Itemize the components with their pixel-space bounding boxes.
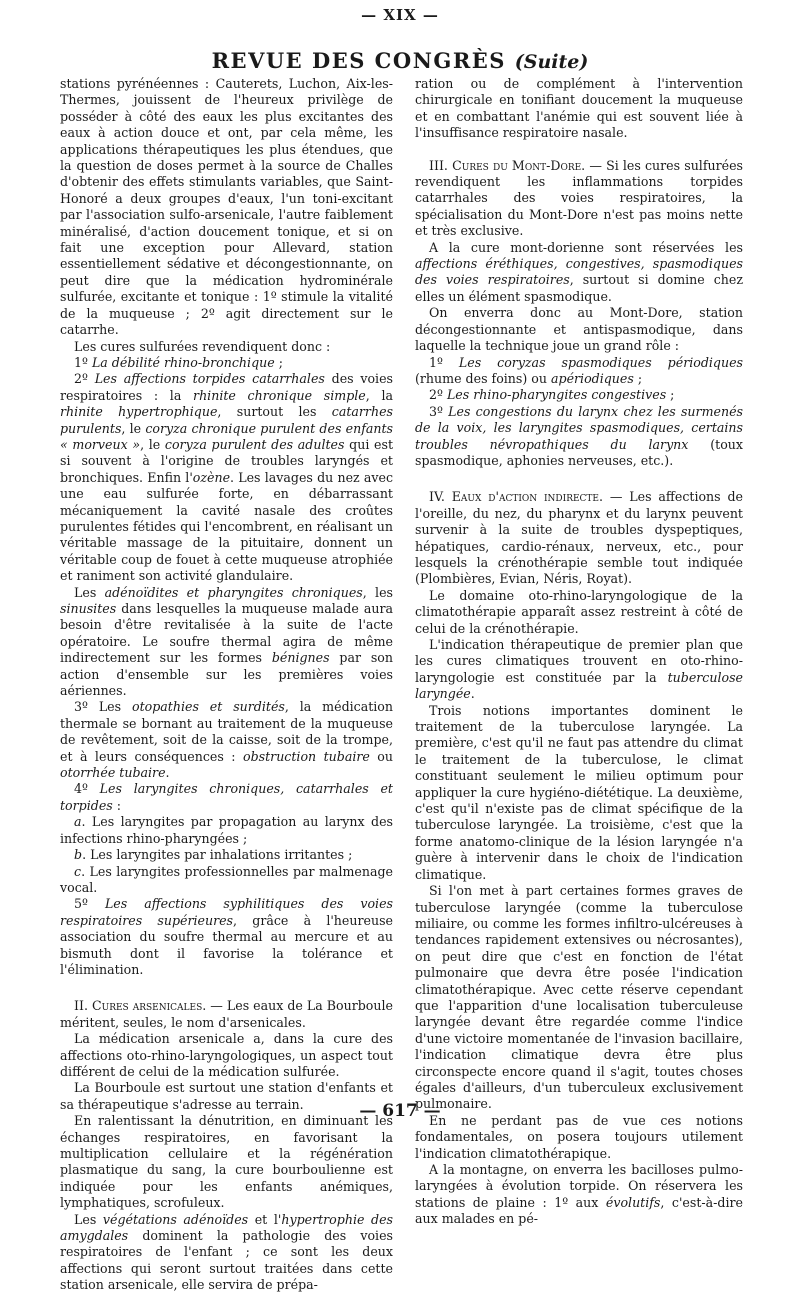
paragraph: Si l'on met à part certaines formes graves de tuberculose laryngée (comme la tuberculose miliaire, ou comme les formes infiltro-ulcéreuses à tendances rapidement extensives ou nécrosantes), on peut dire que c'est en fonction de l'état pulmonaire que devra être posée l'indication climatothérapique. Avec cette réserve cependant que l'apparition d'une localisation tuberculeuse laryngée devant être regardée comme l'indice d'une victoire momentanée de l'invasion bacillaire, l'indication climatique devra être plus circonspecte encore quand il s'agit, toutes choses égales d'ailleurs, d'un tuberculeux exclusivement pulmonaire. [415, 883, 743, 1112]
section-gap [415, 469, 743, 489]
paragraph: III. Cures du Mont-Dore. — Si les cures sulfurées revendiquent les inflammations torpides catarrhales des voies respiratoires, la spécialisation du Mont-Dore n'est pas moins nette et très exclusive. [415, 157, 743, 239]
paragraph: En ralentissant la dénutrition, en diminuant les échanges respiratoires, en favorisant la multiplication cellulaire et la régénération plasmatique du sang, la cure bourboulienne est indiquée pour les enfants anémiques, lymphatiques, scrofuleux. [60, 1113, 393, 1211]
paragraph: 5º Les affections syphilitiques des voies respiratoires supérieures, grâce à l'heureuse association du soufre thermal au mercure et au bismuth dont il favorise la tolérance et l'élimination. [60, 896, 394, 977]
paragraph: Le domaine oto-rhino-laryngologique de la climatothérapie apparaît assez restreint à côté de celui de la crénothérapie. [415, 587, 743, 636]
paragraph: Les végétations adénoïdes et l'hypertrophie des amygdales dominent la pathologie des voies respiratoires de l'enfant ; ce sont les deux affections qui seront surtout traitées dans cette station arsenicale, elle servira de prépa- [60, 1211, 394, 1293]
paragraph: b. Les laryngites par inhalations irritantes ; [74, 847, 353, 863]
paragraph: IV. Eaux d'action indirecte. — Les affections de l'oreille, du nez, du pharynx et du larynx peuvent survenir à la suite de troubles dyspeptiques, hépatiques, cardio-rénaux, nerveux, etc., pour lesquels la crénothérapie semble tout indiquée (Plombières, Evian, Néris, Royat). [415, 489, 743, 587]
paragraph: 1º La débilité rhino-bronchique ; [74, 354, 283, 370]
paragraph: Trois notions importantes dominent le traitement de la tuberculose laryngée. La première, c'est qu'il ne faut pas attendre du climat le traitement de la tuberculose, le climat constituant seulement le milieu optimum pour appliquer la cure hygiéno-diététique. La deuxième, c'est qu'il n'existe pas de climat spécifique de la tuberculose laryngée. La troisième, c'est que la forme anatomo-clinique de la lésion laryngée n'a guère à intervenir dans le choix de l'indication climatique. [415, 702, 743, 882]
paragraph: La médication arsenicale a, dans la cure des affections oto-rhino-laryngologiques, un aspect tout différent de celui de la médication sulfurée. [60, 1031, 393, 1079]
section-title [0, 48, 800, 73]
paragraph: Les cures sulfurées revendiquent donc : [74, 338, 331, 354]
section-title-suite: (Suite) [514, 51, 589, 73]
right-column [415, 76, 743, 1228]
paragraph: La Bourboule est surtout une station d'enfants et sa thérapeutique s'adresse au terrain. [60, 1080, 393, 1112]
paragraph: Les adénoïdites et pharyngites chroniques, les sinusites dans lesquelles la muqueuse malade aura besoin d'être revitalisée à la suite de l'acte opératoire. Le soufre thermal agira de même indirectement sur les formes bénignes par son action d'ensemble sur les premières voies aériennes. [60, 584, 394, 699]
page-roman-numeral: — XIX — [361, 6, 439, 24]
paragraph: 2º Les rhino-pharyngites congestives ; [429, 387, 675, 403]
paragraph: 1º Les coryzas spasmodiques périodiques (rhume des foins) ou apériodiques ; [415, 354, 743, 386]
page-number: — 617 — [359, 1101, 441, 1121]
paragraph: 4º Les laryngites chroniques, catarrhales et torpides : [60, 781, 393, 813]
section-title-main: REVUE DES CONGRÈS [211, 48, 506, 73]
paragraph: 3º Les otopathies et surdités, la médication thermale se bornant au traitement de la muqueuse de revêtement, soit de la caisse, soit de la trompe, et à leurs conséquences : obstruction tubaire ou otorrhée tubaire. [60, 699, 393, 781]
paragraph: En ne perdant pas de vue ces notions fondamentales, on posera toujours utilement l'indication climatothérapique. [415, 1112, 743, 1161]
paragraph: A la montagne, on enverra les bacilloses pulmo-laryngées à évolution torpide. On réservera les stations de plaine : 1º aux évolutifs, c'est-à-dire aux malades en pé- [415, 1162, 743, 1227]
paragraph: II. Cures arsenicales. — Les eaux de La Bourboule méritent, seules, le nom d'arsenicales. [60, 998, 393, 1030]
paragraph: a. Les laryngites par propagation au larynx des infections rhino-pharyngées ; [60, 814, 393, 846]
section-gap [60, 978, 393, 998]
paragraph: c. Les laryngites professionnelles par malmenage vocal. [60, 863, 393, 895]
paragraph: 2º Les affections torpides catarrhales des voies respiratoires : la rhinite chronique simple, la rhinite hypertrophique, surtout les catarrhes purulents, le coryza chronique purulent des enfants « morveux », le coryza purulent des adultes qui est si souvent à l'origine de troubles laryngés et bronchiques. Enfin l'ozène. Les lavages du nez avec une eau sulfurée forte, en débarrassant mécaniquement la cavité nasale des croûtes purulentes fétides qui l'encombrent, en réalisant un véritable massage de la pituitaire, donnent un véritable coup de fouet à cette muqueuse atrophiée et raniment son activité glandulaire. [60, 371, 394, 584]
paragraph: ration ou de complément à l'intervention chirurgicale en tonifiant doucement la muqueuse et en combattant l'anémie qui est souvent liée à l'insuffisance respiratoire nasale. [415, 76, 743, 141]
paragraph: stations pyrénéennes : Cauterets, Luchon, Aix-les-Thermes, jouissent de l'heureux privilège de posséder à côté des eaux les plus excitantes des eaux à action douce et ont, par cela même, les applications thérapeutiques les plus étendues, que la question de doses permet à la source de Challes d'obtenir des effets stimulants variables, que Saint-Honoré a deux groupes d'eaux, l'un toni-excitant par l'association sulfo-arsenicale, l'autre faiblement minéralisé, d'action doucement tonique, et si on fait une exception pour Allevard, station essentiellement sédative et décongestionnante, on peut dire que la médication hydrominérale sulfurée, excitante et tonique : 1º stimule la vitalité de la muqueuse ; 2º agit directement sur le catarrhe. [60, 76, 393, 338]
paragraph: L'indication thérapeutique de premier plan que les cures climatiques trouvent en oto-rhino-laryngologie est constituée par la tuberculose laryngée. [415, 637, 743, 702]
paragraph: A la cure mont-dorienne sont réservées les affections éréthiques, congestives, spasmodiques des voies respiratoires, surtout si domine chez elles un élément spasmodique. [415, 239, 743, 304]
section-gap [415, 142, 743, 158]
paragraph: 3º Les congestions du larynx chez les surmenés de la voix, les laryngites spasmodiques, certains troubles névropathiques du larynx (toux spasmodique, aphonies nerveuses, etc.). [415, 403, 743, 468]
paragraph: On enverra donc au Mont-Dore, station décongestionnante et antispasmodique, dans laquelle la technique joue un grand rôle : [415, 305, 743, 354]
